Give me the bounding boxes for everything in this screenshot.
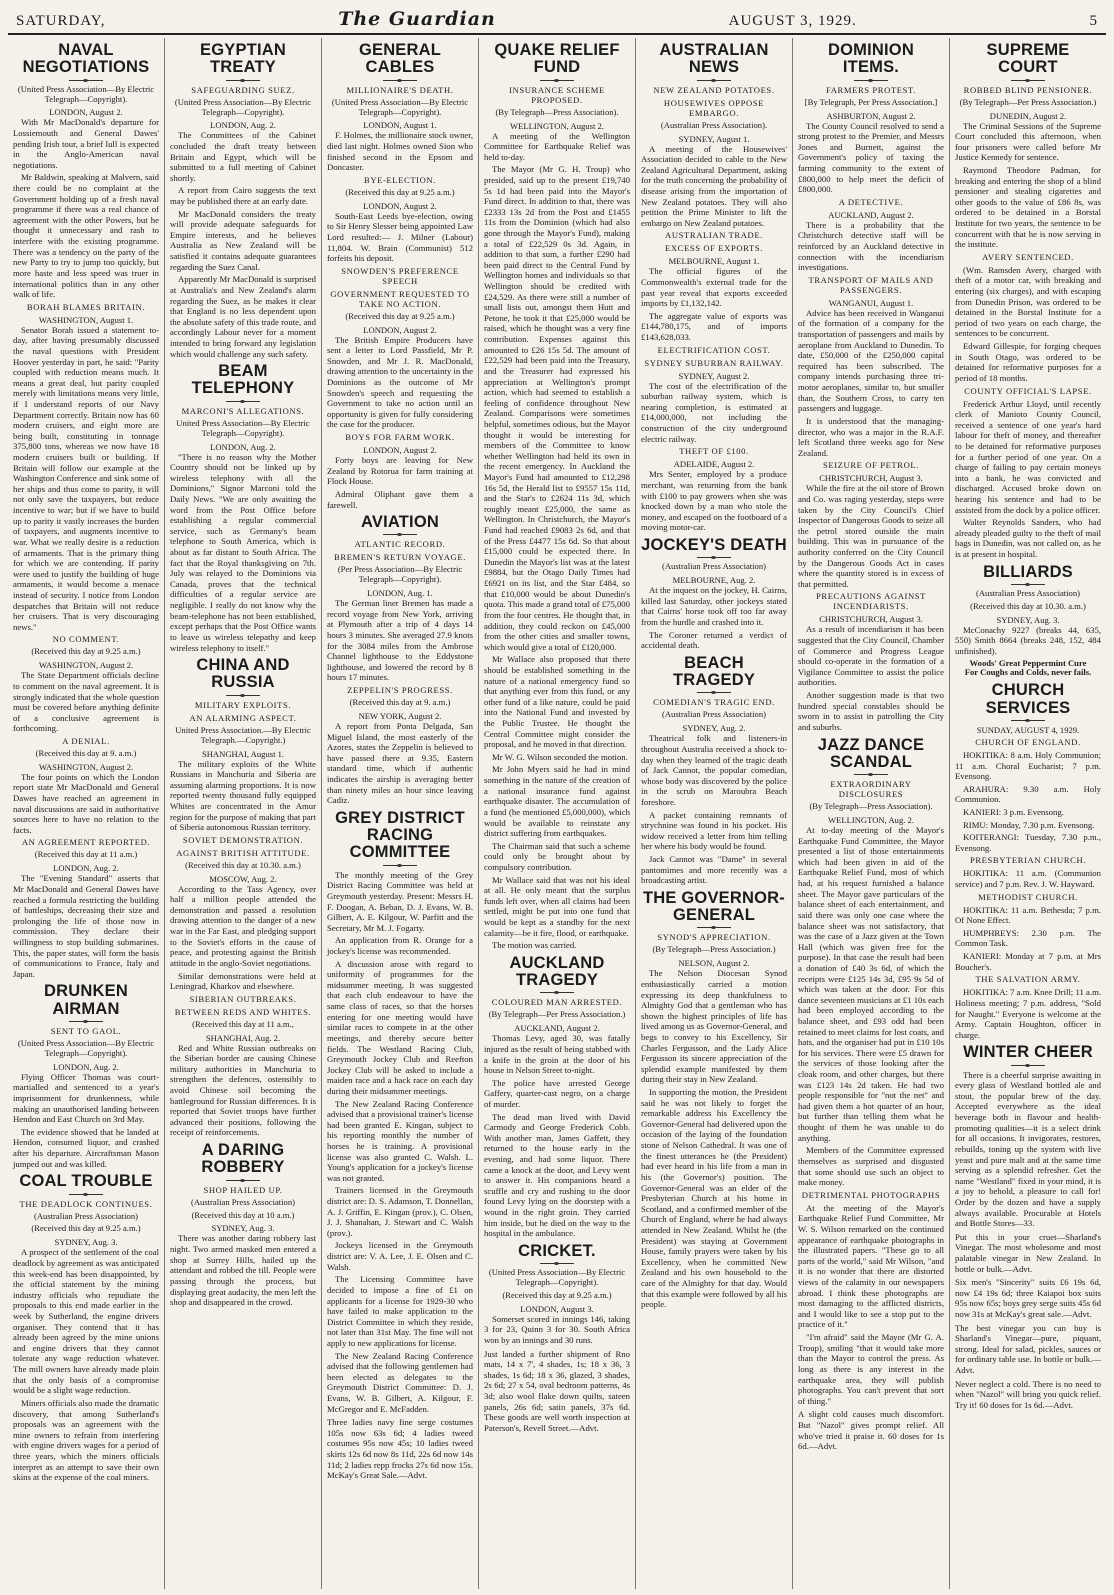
divider: [540, 992, 574, 993]
paragraph: Mr W. G. Wilson seconded the motion.: [492, 751, 628, 762]
subheading: THE SALVATION ARMY.: [975, 974, 1081, 985]
dateline: SYDNEY, Aug. 3.: [54, 1237, 118, 1248]
paragraph: Somerset scored in innings 146, taking 3 for 23, Quinn 3 for 30. South Africa won by an innings and 30 runs.: [484, 1313, 630, 1346]
dateline: WELLINGTON, August 2.: [510, 120, 604, 131]
divider: [540, 1263, 574, 1264]
paragraph: The Criminal Sessions of the Supreme Court concluded this afternoon, when four prisoners were called before Mr Justice Kennedy for sentence.: [955, 120, 1101, 163]
paragraph: Mr John Myers said he had in mind something in the nature of the creation of a national insurance fund against earthquake disaster. The accumulation of a fund (he mentioned £5,000,000), which would be available to reinstate any district suffering from earthquakes.: [484, 764, 630, 839]
subheading: INSURANCE SCHEME PROPOSED.: [509, 84, 605, 105]
headline: DRUNKEN AIRMAN: [44, 982, 128, 1018]
masthead-title: The Guardian: [338, 8, 496, 30]
paragraph: According to the Tass Agency, over half a million people attended the demonstration and passed a resolution drawing attention to the danger of a new war in the Far East, and pledging support to the Soviet's efforts in the cause of peace, and protesting against the British attitude in the anglo-Soviet negotiations.: [170, 883, 316, 968]
subheading: SEIZURE OF PETROL.: [822, 460, 920, 471]
advertisement: Six men's "Sincerity" suits £6 19s 6d, now £4 19s 6d; three Kaiapoi box suits 95s now 65s; boys grey serge suits 45s 6d now 31s at McKay's great sale.—Advt.: [955, 1277, 1101, 1320]
wire-credit: (Australian Press Association).: [660, 119, 768, 130]
paragraph: "There is no reason why the Mother Country should not be linked up by wireless telephony with all the Dominions," Signor Marconi told the Daily News. "We are only awaiting the word from the Post Office before establishing a regular commercial service, such as Germany's beam telephone to South America, which is about as far distant to South Africa. The fact that the Royal thanksgiving on 7th. July was relayed to the Dominions via Canada, proves that the technical difficulties of a regular service are negligible. I really do not know why the beam-telephone has not been established, except perhaps that the Post Office wants to leave us wireless telepathy and keep wireless telephony to itself.": [170, 451, 316, 653]
subheading: SYDNEY SUBURBAN RAILWAY.: [644, 357, 784, 368]
paragraph: The Nelson Diocesan Synod enthusiastically carried a motion expressing its deep thankfulness to Almighty God that a gentleman who has shown the highest principles of life has lived among us as Governor-General, and begs to convey to his Excellency, Sir Charles Fergusson, and the Lady Alice Fergusson its sincere appreciation of the splendid example manifested by them during their stay in New Zealand.: [641, 968, 787, 1085]
received-note: (Received this day at 11 a.m.,: [192, 1018, 294, 1029]
subheading: COMEDIAN'S TRAGIC END.: [653, 697, 775, 708]
divider: [540, 80, 574, 81]
received-note: (Received this day at 10.30. a.m.): [970, 600, 1086, 611]
newspaper-columns: [8, 38, 1106, 1589]
paragraph: While the fire at the oil store of Brown and Co. was raging yesterday, steps were taken by the City Council's Chief Inspector of Dangerous Goods to seize all the petrol stored outside the main building. This was in pursuance of the authority conferred on the City Council by the Dangerous Goods Act in cases where the quantity stored is in excess of that permitted.: [798, 483, 944, 589]
dateline: WASHINGTON, August 2.: [38, 660, 134, 671]
dateline: LONDON, August 2.: [363, 324, 437, 335]
received-note: (Received this day at 11 a.m.): [34, 849, 138, 860]
paragraph: Walter Reynolds Sanders, who had already pleaded guilty to the theft of mail bags in Dunedin, was not called on, as he is at present in hospital.: [955, 517, 1101, 560]
dateline: NELSON, August 2.: [678, 958, 750, 969]
wire-credit: United Press Association.—By Electric Telegraph.—Copyright.): [175, 724, 311, 745]
received-note: (Received this day at 9.25 a.m.): [502, 1289, 612, 1300]
dateline: MELBOURNE, Aug. 2.: [672, 575, 756, 586]
subheading: MARCONI'S ALLEGATIONS.: [181, 405, 305, 416]
paragraph: In supporting the motion, the President said he was not likely to forget the remarkable address his Excellency the Governor-General had delivered upon the occasion of the laying of the foundation stone of Nelson Cathedral. It was one of the finest utterances he (the President) had ever heard in his life from a man in his (the Governor's) position. The Governor-General was an elder of the Presbyterian Church at his home in Scotland, and a confirmed member of the Church of England, where he had always attended in New Zealand. Whilst he (the President) was staying at Government House, family prayers were taken by his Excellency, when he committed New Zealand and his own household to the care of the Almighty for that day. Would that this example were followed by all his people.: [641, 1087, 787, 1310]
subheading: ZEPPELIN'S PROGRESS.: [347, 685, 453, 696]
dateline: LONDON, Aug. 2.: [53, 1061, 119, 1072]
dateline: AUCKLAND, August 2.: [514, 1023, 600, 1034]
divider: [383, 80, 417, 81]
paragraph: South-East Leeds bye-election, owing to Sir Henry Slesser being appointed Law Lord resulted:— J. Milner (Labour) 11,804. W. Brain (Communist) 512 forfeits his deposit.: [327, 210, 473, 264]
subheading: PRECAUTIONS AGAINST INCENDIARISTS.: [816, 591, 926, 612]
divider: [1011, 584, 1045, 585]
divider: [383, 865, 417, 866]
dateline: NEW YORK, August 2.: [358, 710, 442, 721]
headline: SUPREME COURT: [986, 41, 1070, 77]
subheading: THEFT OF £100.: [679, 446, 749, 457]
subheading: EXCESS OF EXPORTS.: [665, 243, 763, 254]
headline: AVIATION: [361, 513, 439, 532]
dateline: AUCKLAND, August 2.: [828, 209, 914, 220]
divider: [697, 80, 731, 81]
paragraph: It is understood that the managing-director, who was a major in the R.A.F. left Scotland three weeks ago for New Zealand.: [798, 415, 944, 458]
dateline: LONDON, Aug. 2.: [210, 441, 276, 452]
column-6: [793, 38, 950, 1589]
headline: BEAM TELEPHONY: [191, 362, 295, 398]
divider: [697, 927, 731, 928]
wire-credit: (By Telegraph—Per Press Association.): [959, 96, 1097, 107]
received-note: (Received this day at 9. a.m.): [35, 747, 137, 758]
paragraph: RIMU: Monday, 7.30 p.m. Evensong.: [963, 819, 1095, 830]
paragraph: The Chairman said that such a scheme could only be brought about by compulsory contribution.: [484, 840, 630, 872]
advertisement: Put this in your cruet—Sharland's Vinegar. The most wholesome and most palatable vinegar in New Zealand. In bottle or bulk.—Advt.: [955, 1231, 1101, 1274]
column-3: [322, 38, 479, 1589]
wire-credit: (United Press Association—By Electric Telegraph—Copyright).: [17, 83, 155, 104]
paragraph: A meeting of the Wellington Committee for Earthquake Relief was held to-day.: [484, 130, 630, 162]
paragraph: There was another daring robbery last night. Two armed masked men entered a shop at Surrey Hills, hailed up the attendant and robbed the till. People were passing through the process, but displaying great audacity, the men left the shop and disappeared in the crowd.: [170, 1233, 316, 1308]
paragraph: (Wm. Ramsden Avery, charged with theft of a motor car, with breaking and entering (six charges), and with escaping from Dunedin Prison, was ordered to be detained in the Borstal Institute for a period of two years on each charge, the sentences to be concurrent.: [955, 264, 1101, 339]
paragraph: The Mayor (Mr G. H. Troup) who presided, said up to the present £19,740 5s 1d had been paid into the Mayor's Fund direct. In addition to that, there was £2333 13s 2d from the Post and £1455 11s from the Dominion (which had also gone through the Mayor's Fund), making a total of £22,529 0s 3d. Again, in addition to that sum, a further £290 had been paid direct to the Central Fund by Wellington homes and individuals so that Wellington should be credited with £24,529. As there were still a number of small lists out, amongst them Hutt and Petone, he took it that £25,000 would be raised, which he thought was a very fine contribution. Expenses against this amounted to £26 15s 5d. The amount of £22,529 had been paid into the Treasury, and the Treasurer had expressed his appreciation at Wellington's prompt action, which had seemed to establish a feeling of confidence throughout New Zealand. Comparisons were sometimes helpful, sometimes odious, but the Mayor thought it would be interesting for members of the Committee to know whether Wellington had held its own in the recent emergency. In Auckland the Mayor's Fund had amounted to £12,298 16s 5d, the Herald list to £9557 15s 11d, and the Star's to £2624 11s 3d, which roughly meant £25,000, the same as Wellington. In Christchurch, the Mayor's Fund had reached £9083 2s 6d, and that of the Press £4477 15s 6d. So that about £15,000 could be expected there. In Dunedin the Mayor's list was at the latest £9884, but the Otago Daily Times had £6921 on its list, and the Star £484, so that £10,000 would be about Dunedin's quota. This made a grand total of £75,000 from the four centres. He thought that, in addition, they could reckon on £45,000 from the other cities and smaller towns, which would give a total of £120,000.: [484, 164, 630, 652]
dateline: WASHINGTON, August 1.: [38, 314, 134, 325]
divider: [697, 692, 731, 693]
divider: [854, 774, 888, 775]
headline: NAVAL NEGOTIATIONS: [22, 41, 150, 77]
paragraph: HOKITIKA: 8 a.m. Holy Communion; 11 a.m. Choral Eucharist; 7 p.m. Evensong.: [955, 749, 1101, 782]
dateline: CHRISTCHURCH, August 3.: [819, 614, 923, 625]
dateline: SYDNEY, Aug. 3.: [996, 614, 1060, 625]
divider: [854, 80, 888, 81]
wire-credit: (United Press Association—By Electric Telegraph—Copyright).: [488, 1267, 626, 1288]
subheading: SENT TO GAOL.: [50, 1026, 122, 1037]
subheading: COUNTY OFFICIAL'S LAPSE.: [964, 385, 1092, 396]
headline: COAL TROUBLE: [19, 1172, 153, 1191]
dateline: LONDON, August 2.: [49, 107, 123, 118]
advertisement: Never neglect a cold. There is no need to when "Nazol" will bring you quick relief. Try it! 60 doses for 1s 6d.—Advt.: [955, 1378, 1101, 1410]
subheading: THE DEADLOCK CONTINUES.: [19, 1198, 153, 1209]
subheading: AVERY SENTENCED.: [982, 251, 1074, 262]
subheading: CHURCH OF ENGLAND.: [975, 736, 1081, 747]
paragraph: KANIERI: 3 p.m. Evensong.: [963, 806, 1064, 817]
wire-credit: (United Press Association—By Electric Telegraph—Copyright).: [17, 1038, 155, 1058]
wire-credit: (Australian Press Association): [661, 709, 767, 720]
paragraph: Mr Wallace said that was not his ideal at all. He only meant that the surplus funds left over, when all claims had been settled, might be put into one fund that would be kept as a standby for the next calamity—be it fire, flood, or earthquake.: [484, 874, 630, 938]
column-2: [165, 38, 322, 1589]
subheading: MILITARY EXPLOITS.: [194, 699, 292, 710]
column-7: [950, 38, 1106, 1589]
paragraph: Frederick Arthur Lloyd, until recently clerk of Manioto County Council, received a sentence of one year's hard labour for theft of money, and thereafter to be detained for reformative purposes for a further period of one year. On a charge of failing to pay certain moneys into a bank, he was convicted and discharged. Accused broke down on hearing his sentence and had to be assisted from the dock by a police officer.: [955, 398, 1101, 515]
subheading: BORAH BLAMES BRITAIN.: [26, 301, 146, 312]
paragraph: The dead man lived with David Carmody and George Frederick Cobb. With another man, James Gaffett, they returned to the house early in the evening, and had some liquor. There came a knock at the door, and Levy went to answer it. His companions heard a scuffle and cry and rushing to the door found Levy lying on the doorstep with a wound in the right groin. They carried him inside, but he died on the way to the hospital in the ambulance.: [484, 1111, 630, 1239]
subheading: FARMERS PROTEST.: [826, 84, 916, 95]
subheading: METHODIST CHURCH.: [978, 891, 1078, 902]
subheading: HOUSEWIVES OPPOSE EMBARGO.: [663, 97, 765, 118]
paragraph: The aggregate value of exports was £144,780,175, and of imports £143,628,033.: [641, 310, 787, 343]
paragraph: "I'm afraid" said the Mayor (Mr G. A. Troup), smiling "that it would take more than the Mayor to control the press. As long as there is any interest in the earthquake area, they will publish photographs. You can't prevent that sort of thing.": [798, 1332, 944, 1406]
subheading: SIBERIAN OUTBREAKS.: [189, 993, 297, 1004]
paragraph: ARAHURA: 9.30 a.m. Holy Communion.: [955, 783, 1101, 805]
divider: [226, 80, 260, 81]
paragraph: HOKITIKA: 7 a.m. Knee Drill; 11 a.m. Holiness meeting; 7 p.m. address, "Sold for Naught." Everyone is welcome at the Army. Captain Houghton, officer in charge.: [955, 987, 1101, 1040]
column-1: [8, 38, 165, 1589]
subheading: GOVERNMENT REQUESTED TO TAKE NO ACTION.: [330, 288, 470, 309]
dateline: SYDNEY, Aug. 2.: [682, 723, 746, 734]
paragraph: HUMPHREYS: 2.30 p.m. The Common Task.: [955, 927, 1101, 949]
paragraph: Admiral Oliphant gave them a farewell.: [327, 488, 473, 510]
divider: [69, 1021, 103, 1022]
wire-credit: (By Telegraph—Press Association.): [652, 944, 776, 955]
paragraph: Forty boys are leaving for New Zealand by Rotorua for farm training at Flock House.: [327, 455, 473, 487]
paragraph: The County Council resolved to send a strong protest to the Premier, and Messrs Jones and Burnett, against the Government's policy of taxing the farming community to the extent of £800,000 to help meet the deficit of £800,000.: [798, 120, 944, 195]
dateline: ASHBURTON, August 2.: [826, 110, 916, 121]
paragraph: At the inquest on the jockey, H. Cairns, killed last Saturday, other jockeys stated that Cairns' horse took off too far away from the hurdle and crashed into it.: [641, 585, 787, 627]
paragraph: The official figures of the Commonwealth's external trade for the past year reveal that exports exceeded imports by £1,132,142.: [641, 266, 787, 309]
paragraph: Apparently Mr MacDonald is surprised at Australia's and New Zealand's alarm regarding the Suez, as he makes it clear that England is no less dependent upon the absolute safety of this trade route, and accordingly Labour never for a moment intended to bring forward any legislation which would challenge any such safety.: [170, 274, 316, 359]
headline: CHURCH SERVICES: [985, 681, 1071, 717]
subheading: AGAINST BRITISH ATTITUDE.: [176, 847, 310, 858]
wire-credit: (By Telegraph—Press Association).: [809, 801, 933, 812]
received-note: (Received this day at 9. a.m.): [349, 697, 451, 708]
dateline: LONDON, Aug. 1.: [367, 588, 433, 599]
wire-credit: (Australian Press Association): [975, 587, 1081, 598]
subheading: DETRIMENTAL PHOTOGRAPHS: [801, 1189, 941, 1200]
wire-credit: (Australian Press Association): [190, 1196, 296, 1207]
received-note: (Received this day at 9.25 a.m.): [31, 1223, 141, 1234]
subheading: BYE-ELECTION.: [363, 174, 436, 185]
paragraph: Raymond Theodore Padman, for breaking and entering the shop of a blind pensioner and stealing cigarettes and other goods to the value of £86 8s, was ordered to be detained in a Borstal Institute for two years, the sentence to be concurrent with that he is now serving in the institute.: [955, 164, 1101, 250]
paragraph: The "Evening Standard" asserts that Mr MacDonald and General Dawes have reached a formula restricting the building of battleships, decreasing their size and prolonging the life of those now in commission. They declare their willingness to stop building submarines. This, the paper states, will form the basis of communications to France, Italy and Japan.: [13, 873, 159, 979]
paragraph: The New Zealand Racing Conference advised that the following gentlemen had been elected as delegates to the Greymouth District Committee: D. J. Evans, W. B. Gilbert, A. Kilgour, F. McGregor and E. McFadden.: [327, 1350, 473, 1414]
paragraph: F. Holmes, the millionaire stock owner, died last night. Holmes owned Sion who finished second in the Epsom and Doncaster.: [327, 130, 473, 173]
subheading: A DENIAL.: [62, 735, 110, 746]
paragraph: Jack Cannot was "Dame" in several pantomimes and more recently was a broadcasting artist.: [641, 854, 787, 886]
subheading: AUSTRALIAN TRADE.: [665, 230, 763, 241]
dateline: CHRISTCHURCH, August 3.: [819, 473, 923, 484]
paragraph: A discussion arose with regard to uniformity of programmes for the midsummer meeting. It was suggested that each club endeavour to have the same class of races, so that the horses entering for one meeting would have similar races to compete in at the other meetings, and thereby secure better fields. The Westland Racing Club, Greymouth Jockey Club and Reefton Jockey Club will be asked to include a maiden race and a hack race on each day during their midsummer meetings.: [327, 958, 473, 1096]
paragraph: Edward Gillespie, for forging cheques in South Otago, was ordered to be detained for reformative purposes for a period of 18 months.: [955, 341, 1101, 383]
ad-title: Woods' Great Peppermint Cure: [969, 657, 1087, 668]
headline: DOMINION ITEMS.: [828, 41, 914, 77]
wire-credit: (Australian Press Association): [661, 561, 767, 572]
paragraph: The British Empire Producers have sent a letter to Lord Passfield, Mr P. Snowden, and Mr J. R. MacDonald, drawing attention to the uncertainty in the Dominions as the outcome of Mr Snowden's speech and requesting the Government to take no action until an opportunity is given for fully considering the case for the producer.: [327, 334, 473, 430]
paragraph: Theatrical folk and listeners-in throughout Australia received a shock to-day when they learned of the tragic death of Jack Cannot, the popular comedian, whose body was discovered by the police in the scrub on Maroubra Beach foreshore.: [641, 733, 787, 807]
paragraph: Similar demonstrations were held at Leningrad, Kharkov and elsewhere.: [170, 970, 316, 992]
paragraph: McConachy 9227 (breaks 44, 635, 550) Smith 8664 (breaks 248, 152, 484 unfinished).: [955, 624, 1101, 656]
headline: JOCKEY'S DEATH: [641, 535, 787, 554]
paragraph: An application from R. Orange for a jockey's license was recommended.: [327, 935, 473, 957]
headline: BEACH TRAGEDY: [672, 653, 756, 690]
headline: AUCKLAND TRAGEDY: [509, 953, 605, 990]
dateline: WELLINGTON, Aug. 2.: [827, 815, 914, 826]
subheading: BOYS FOR FARM WORK.: [345, 432, 455, 443]
divider: [226, 695, 260, 696]
paragraph: Flying Officer Thomas was court-martialled and sentenced to a year's imprisonment for drunkenness, while making an unauthorised landing between Hendon and East Church on 3rd May.: [13, 1071, 159, 1125]
paragraph: The New Zealand Racing Conference advised that a provisional trainer's license had been granted E. Kingan, subject to his reporting monthly the number of horses he is training. A provisional license was also granted C. Walsh. L. Young's application for a jockey's license was not granted.: [327, 1098, 473, 1183]
dateline: LONDON, Aug. 2.: [210, 120, 276, 131]
paragraph: Miners officials also made the dramatic discovery, that among Sutherland's proposals was an agreement with the mine owners to refrain from interfering with engine drivers wages for a period of three years, which the miners officials interpret as an attempt to save their own skins at the expense of the coal miners.: [13, 1397, 159, 1483]
advertisement: [955, 659, 1101, 679]
headline: AUSTRALIAN NEWS: [659, 41, 769, 77]
dateline: LONDON, August 1.: [363, 120, 437, 131]
subheading: BREMEN'S RETURN VOYAGE.: [334, 552, 466, 563]
subheading: SAFEGUARDING SUEZ.: [191, 84, 295, 95]
subheading: SNOWDEN'S PREFERENCE SPEECH: [341, 265, 459, 286]
subheading: AN ALARMING ASPECT.: [189, 712, 297, 723]
paragraph: The Committees of the Cabinet concluded the draft treaty between Britain and Egypt, which will be submitted to a full meeting of Cabinet shortly.: [170, 130, 316, 183]
paragraph: Members of the Committee expressed themselves as surprised and disgusted that some should use such an object to make money.: [798, 1145, 944, 1188]
divider: [69, 80, 103, 81]
headline: BILLIARDS: [983, 562, 1073, 581]
paragraph: The German liner Bremen has made a record voyage from New York, arriving at Plymouth after a trip of 4 days 14 hours 3 minutes. She averaged 27.9 knots for the 3084 miles from the Ambrose Channel lighthouse to the Eddystone lighthouse, and lowered the record by 8 hours 17 minutes.: [327, 598, 473, 683]
paragraph: Another suggestion made is that two hundred special constables should be sworn in to assist in patrolling the City and suburbs.: [798, 690, 944, 732]
dateline: DUNEDIN, August 2.: [989, 110, 1067, 121]
paragraph: With Mr MacDonald's departure for Lossiemouth and General Dawes' pending Irish tour, a brief lull is expected in the Anglo-American naval negotiations.: [13, 117, 159, 170]
paragraph: A report from Cairo suggests the text may be published there at an early date.: [170, 185, 316, 207]
paragraph: At the meeting of the Mayor's Earthquake Relief Fund Committee, Mr W. S. Wilson remarked on the continued appearance of earthquake photographs in the illustrated papers. "These go to all parts of the world," said Mr Wilson, "and it is no wonder that there are distorted views of the calamity in our newspapers abroad. I think these photographs are most damaging to the afflicted districts, and I would like to see a stop put to the practice of it.": [798, 1202, 944, 1330]
paragraph: The motion was carried.: [492, 940, 577, 951]
paragraph: HOKITIKA: 11 a.m. (Communion service) and 7 p.m. Rev. J. W. Hayward.: [955, 868, 1101, 890]
page-number: 5: [1089, 13, 1098, 29]
paragraph: As a result of incendiarism it has been suggested that the City Council, Chamber of Commerce and Progress League should co-operate in the formation of a Vigilance Committee to assist the police authorities.: [798, 624, 944, 688]
subheading: EXTRAORDINARY DISCLOSURES: [830, 779, 912, 800]
dateline: MOSCOW, Aug. 2.: [209, 873, 277, 884]
wire-credit: (Australian Press Association): [33, 1210, 139, 1221]
received-note: (Received this day at 9.25 a.m.): [345, 310, 455, 321]
received-note: (Received this day at 10.30. a.m.): [185, 859, 301, 870]
subheading: NO COMMENT.: [52, 634, 120, 645]
paragraph: At to-day meeting of the Mayor's Earthquake Fund Committee, the Mayor presented a list of those entertainments which had been given in aid of the Earthquake Relief Fund, most of which had, at his request furnished a balance sheet. The Mayor gave particulars of the balance sheet of each entertainment, and said there was only one case where the balance sheet was not satisfactory, that was the case of a Jazz given at the Town Hall (which was given free for the purpose). In that case the result had been a donation of £40 3s 6d, of which the receipts were £125 14s 3d, £95 9s 5d of which was taken at the door. For this dance seventeen musicians at £1 10s each had been employed according to the balance sheet, and £93 odd had been retained to meet claims for lost coats, and hats, and the organiser had put in £10 10s for his services. There were £5 drawn for the services of those looking after the cloak room, and other charges, but there was £123 14s 2d taken. He had two people responsible for "not the net" and had given them a hot quarter of an hour, but further than telling them what he thought of them he was unable to do anything.: [798, 825, 944, 1143]
divider: [69, 1194, 103, 1195]
paragraph: Mrs Senter, employed by a produce merchant, was returning from the bank with £100 to pay growers when she was knocked down by a man who stole the money, and escaped on the footboard of a moving motor-car.: [641, 469, 787, 533]
wire-credit: (By Telegraph—Per Press Association.): [488, 1009, 626, 1020]
subheading: ROBBED BLIND PENSIONER.: [963, 84, 1093, 95]
column-4: [479, 38, 636, 1589]
headline: WINTER CHEER: [963, 1043, 1093, 1062]
masthead-day: SATURDAY,: [16, 13, 106, 29]
divider: [1011, 80, 1045, 81]
headline: EGYPTIAN TREATY: [200, 41, 286, 77]
wire-credit: United Press Association—By Electric Telegraph—Copyright).: [176, 417, 310, 438]
paragraph: A meeting of the Housewives' Association decided to cable to the New Zealand Agricultural Department, asking for the truth concerning the probability of disease arising from the importation of New Zealand potatoes. They will also petition the Prime Minister to lift the embargo on New Zealand potatoes.: [641, 143, 787, 228]
dateline: SHANGHAI, Aug. 2.: [205, 1032, 281, 1043]
received-note: (Received this day at 10 a.m.): [191, 1209, 295, 1220]
headline: CHINA AND RUSSIA: [196, 656, 290, 692]
headline: QUAKE RELIEF FUND: [494, 41, 620, 77]
masthead: [8, 6, 1106, 35]
headline: THE GOVERNOR-GENERAL: [643, 888, 785, 925]
paragraph: Mr MacDonald considers the treaty will provide adequate safeguards for Empire interests, and he believes Australia as New Zealand will be satisfied it contains adequate guarantees regarding the Suez Canal.: [170, 208, 316, 272]
dateline: SUNDAY, AUGUST 4, 1929.: [976, 724, 1080, 735]
paragraph: The monthly meeting of the Grey District Racing Committee was held at Greymouth yesterday. Present: Messrs H. F. Doogan, A. Beban, D. J. Evans, W. B. Gilbert, A. E. Kilgour, W. Parfitt and the Secretary, Mr M. J. Fogarty.: [327, 869, 473, 933]
dateline: SHANGHAI, August 1.: [201, 748, 285, 759]
paragraph: The Coroner returned a verdict of accidental death.: [641, 629, 787, 651]
advertisement: The best vinegar you can buy is Sharland's Vinegar—pure, piquant, strong. Ideal for salad, pickles, sauces or for ordinary table use. In bottle or bulk.—Advt.: [955, 1322, 1101, 1376]
headline: GREY DISTRICT RACING COMMITTEE: [335, 808, 465, 862]
divider: [226, 401, 260, 402]
dateline: LONDON, Aug. 2.: [53, 863, 119, 874]
advertisement: Three ladies navy fine serge costumes 105s now 63s 6d; 4 ladies tweed costumes 95s now 45s; 10 ladies tweed skirts 12s 6d now 8s 11d, 22s 6d now 14s 11d; 2 ladies repp frocks 27s 6d now 15s. McKay's Great Sale.—Advt.: [327, 1417, 473, 1481]
received-note: (Received this day at 9.25 a.m.): [345, 186, 455, 197]
dateline: SYDNEY, August 1.: [678, 133, 750, 144]
dateline: WANGANUI, August 1.: [828, 297, 914, 308]
paragraph: Jockeys licensed in the Greymouth district are: V. A. Lee, J. E. Olsen and C. Walsh.: [327, 1240, 473, 1272]
divider: [383, 534, 417, 535]
paragraph: The cost of the electrification of the suburban railway system, which is nearing completion, is estimated at £14,000,000, not including the construction of the city underground electric railway.: [641, 380, 787, 444]
paragraph: A packet containing remnants of strychnine was found in his pocket. His widow received a letter from him telling her where his body would be found.: [641, 809, 787, 852]
wire-credit: [By Telegraph, Per Press Association.]: [804, 96, 938, 107]
wire-credit: (United Press Association—By Electric Telegraph—Copyright).: [174, 96, 312, 117]
headline: GENERAL CABLES: [358, 41, 442, 77]
wire-credit: (Per Press Association—By Electric Telegraph—Copyright).: [337, 564, 463, 585]
subheading: AN AGREEMENT REPORTED.: [21, 837, 151, 848]
wire-credit: (United Press Association—By Electric Telegraph—Copyright).: [331, 96, 469, 117]
column-5: [636, 38, 793, 1589]
dateline: ADELAIDE, August 2.: [673, 459, 755, 470]
paragraph: Senator Borah issued a statement to-day, after having presumably discussed the naval questions with President Hoover yesterday in part, he said: "Parity coupled with reduction means much. It means a great deal, but parity coupled merely with limitations means very little, if I understand reports of our Navy Department correctly. Britain now has 60 modern cruisers, and eight more are being built, constituting in tonnage 375,800 tons, whereas we now have 18 modern cruisers built or building. If Britain will follow our example at the Washington Conference and sink some of her ships and thus come to parity, it will not only save the taxpayers, but reduce incentive to war; but if we have to build up to parity it vastly increases the burden of taxpayers, and augments incentive to war. What we really desire is a reduction of armaments. That is the primary thing for which we are contending. If parity were used to justify the building of huge armaments, it would become a menace instead of security. I notice from London despatches that Britain will not reduce her cruisers. That is very discouraging news.": [13, 324, 159, 632]
subheading: MILLIONAIRE'S DEATH.: [346, 84, 454, 95]
paragraph: HOKITIKA: 11 a.m. Bethesda; 7 p.m. Of None Effect.: [955, 904, 1101, 926]
headline: CRICKET.: [518, 1241, 596, 1260]
dateline: LONDON, August 2.: [363, 200, 437, 211]
subheading: PRESBYTERIAN CHURCH.: [969, 855, 1087, 866]
divider: [697, 557, 731, 558]
subheading: TRANSPORT OF MAILS AND PASSENGERS.: [808, 274, 934, 295]
advertisement: A slight cold causes much discomfort. But "Nazol" gives prompt relief. All who've tried it praise it. 60 doses for 1s 6d.—Advt.: [798, 1409, 944, 1452]
ad-tagline: For Coughs and Colds, never fails.: [964, 667, 1092, 678]
subheading: SHOP HAILED UP.: [203, 1184, 283, 1195]
subheading: COLOURED MAN ARRESTED.: [491, 997, 623, 1008]
dateline: WASHINGTON, August 2.: [38, 761, 134, 772]
subheading: BETWEEN REDS AND WHITES.: [174, 1006, 312, 1017]
divider: [226, 1180, 260, 1181]
paragraph: The police have arrested George Gaffery, quarter-cast negro, on a charge of murder.: [484, 1077, 630, 1109]
paragraph: Red and White Russian outbreaks on the Siberian border are causing Chinese military authorities in Manchuria to strengthen the defences, ostensibly to avoid Chinese soil becoming the battleground for Russian differences. It is reported that Soviet troops have further advanced their positions, following the receipt of reinforcements.: [170, 1042, 316, 1138]
paragraph: The four points on which the London report state Mr MacDonald and General Dawes have reached an agreement in naval discussions are said in authoritative sources here to have no relation to the facts.: [13, 771, 159, 835]
subheading: SOVIET DEMONSTRATION.: [182, 834, 304, 845]
masthead-date: AUGUST 3, 1929.: [728, 13, 857, 29]
paragraph: Thomas Levy, aged 30, was fatally injured as the result of being stabbed with a knife in the groin at the door of his house in Nelson Street to-night.: [484, 1033, 630, 1076]
paragraph: KOITERANGI: Tuesday, 7.30 p.m., Evensong.: [955, 832, 1101, 853]
paragraph: There is a cheerful surprise awaiting in every glass of Westland bottled ale and stout, the popular brew of the day. Accepted everywhere as the ideal beverage both in flavour and health-promoting qualities—it is a select drink for all occasions. It invigorates, restores, rebuilds, toning up the system with live yeast and pure malt and at the same time serving as a splendid refresher. Get the name "Westland" fixed in your mind, it is a joy to behold, a pleasure to call for! Order by the dozen and have a supply always available. Procurable at Hotels and Bottle Stores—33.: [955, 1069, 1101, 1229]
wire-credit: (By Telegraph—Press Association).: [495, 106, 619, 117]
headline: A DARING ROBBERY: [201, 1141, 285, 1177]
divider: [1011, 1065, 1045, 1066]
paragraph: A prospect of the settlement of the coal deadlock by agreement as was anticipated this week-end has been disappointed, by the official statement by the mining industry officials who repudiate the proposals to this end made earlier in the week by Sutherland, the engine drivers organiser. They contend that it has already been agreed by the mine unions and engine drivers that they cannot tolerate any wage reduction whatever. The mill owners have already made plain that the only basis of a compromise would be a slight wage reduction.: [13, 1247, 159, 1396]
headline: JAZZ DANCE SCANDAL: [817, 735, 925, 771]
subheading: A DETECTIVE.: [838, 196, 904, 207]
dateline: SYDNEY, Aug. 3.: [211, 1223, 275, 1234]
subheading: NEW ZEALAND POTATOES.: [653, 84, 775, 95]
paragraph: A report from Ponta Delgada, San Miguel Island, the most easterly of the Azores, states the Zeppelin is believed to have passed there at 9.35, Eastern standard time, which if authentic indicates the airship is averaging better than ninety miles an hour since leaving Cadiz.: [327, 720, 473, 806]
paragraph: Trainers licensed in the Greymouth district are: D. S. Adamson, T. Donnellan, A. J. Griffin, E. Kingan (prov.), C. Olsen, J. J. Shanahan, J. Stewart and C. Walsh (prov.).: [327, 1185, 473, 1238]
subheading: SYNOD'S APPRECIATION.: [657, 932, 771, 943]
paragraph: Mr Baldwin, speaking at Malvern, said there could be no complaint at the Government holding up of a fresh naval programme if there was a real chance of agreement with the other Powers, but he thought it unnecessary and rash to interfere with the existing programme. There was a tendency on the party of the new Party to try to jump too quickly, but more haste and less speed was truer in international politics than in any other walk of life.: [13, 172, 159, 300]
divider: [1011, 720, 1045, 721]
subheading: ELECTRIFICATION COST.: [657, 344, 771, 355]
received-note: (Received this day at 9.25 a.m.): [31, 646, 141, 657]
paragraph: The State Department officials decline to comment on the naval agreement. It is strongly indicated that the whole question must be covered before anything definite of a conclusive agreement is forthcoming.: [13, 670, 159, 734]
dateline: LONDON, August 2.: [363, 445, 437, 456]
paragraph: The military exploits of the White Russians in Manchuria and Siberia are assuming alarming proportions. It is now reported twenty thousand fully equipped Whites are concentrated in the Amur region for the purpose of making that part of Siberia autonomous Russian territory.: [170, 758, 316, 833]
paragraph: Advice has been received in Wanganui of the formation of a company for the transportation of passengers and mails by aeroplane from Auckland to Dunedin. To date, £50,000 of the £250,000 capital required has been subscribed. The company intends purchasing three tri-motor aeroplanes, similar to, but smaller than, the Southern Cross, to carry ten passengers and luggage.: [798, 307, 944, 414]
paragraph: The Licensing Committee have decided to impose a fine of £1 on applicants for a license for 1929-30 who have failed to make application to the District Committee in which they reside, not later than 31st May. The fine will not apply to new applications for license.: [327, 1274, 473, 1348]
dateline: LONDON, August 3.: [520, 1303, 594, 1314]
advertisement: Just landed a further shipment of Rno mats, 14 x 7', 4 shades, 1s; 18 x 36, 3 shades, 1s 6d; 18 x 36, glazed, 3 shades, 2s 6d; 27 x 54, oval bedroom patterns, 4s 3d; also wool flake down quilts, sateen panels, 26s 6d; satin panels, 37s 6d. These goods are well worth inspection at Paterson's, Revell Street.—Advt.: [484, 1348, 630, 1433]
subheading: ATLANTIC RECORD.: [354, 539, 446, 550]
paragraph: Mr Wallace also proposed that there should be established something in the nature of a national emergency fund so that anything ever from this fund, or any other fund of a like nature, could be paid into the National Fund and invested by the Public Trustee. He thought the Central Committee might consider the proposal, and he moved in that direction.: [484, 654, 630, 750]
dateline: MELBOURNE, August 1.: [668, 256, 760, 267]
paragraph: The evidence showed that he landed at Hendon, consumed liquor, and crashed after his departure. Aircraftsman Mason jumped out and was killed.: [13, 1126, 159, 1169]
paragraph: KANIERI: Monday at 7 p.m. at Mrs Boucher's.: [955, 951, 1101, 972]
dateline: SYDNEY, August 2.: [678, 370, 750, 381]
paragraph: There is a probability that the Christchurch detective staff will be reinforced by an Auckland detective in connection with the incendiarism investigations.: [798, 219, 944, 273]
